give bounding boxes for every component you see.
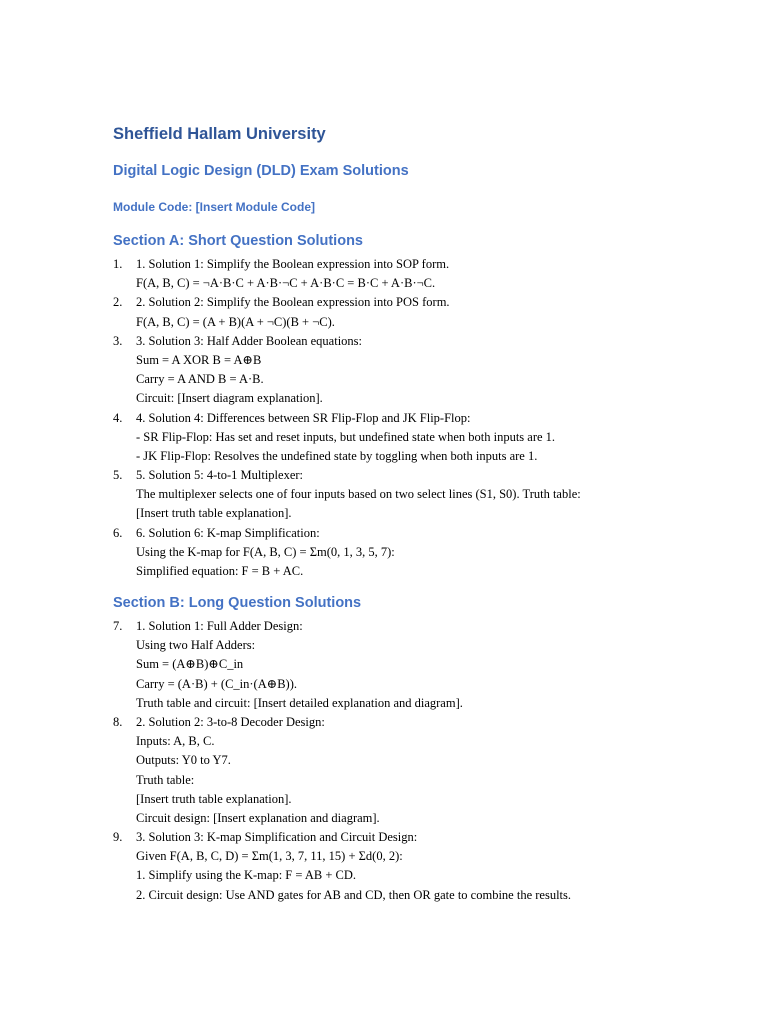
list-item-line: 5. Solution 5: 4-to-1 Multiplexer: [136, 468, 304, 483]
list-item-number: 2. [113, 295, 123, 310]
list-item [0, 524, 768, 582]
list-item-number: 3. [113, 333, 123, 348]
list-item [0, 617, 768, 713]
list-item-line: The multiplexer selects one of four inputs based on two select lines (S1, S0). Truth table: [136, 487, 581, 502]
list-item-line: 3. Solution 3: K-map Simplification and Circuit Design: [136, 830, 418, 845]
university-name: Sheffield Hallam University [113, 125, 326, 143]
list-item-line: 2. Circuit design: Use AND gates for AB and CD, then OR gate to combine the results. [136, 887, 572, 902]
list-item-line: F(A, B, C) = (A + B)(A + ¬C)(B + ¬C). [136, 314, 335, 329]
list-item-number: 5. [113, 468, 123, 483]
list-item-line: - SR Flip-Flop: Has set and reset inputs, but undefined state when both inputs are 1. [136, 429, 556, 444]
list-item-line: Using the K-map for F(A, B, C) = Σm(0, 1, 3, 5, 7): [136, 544, 395, 559]
section-a-heading: Section A: Short Question Solutions [113, 233, 363, 249]
list-item [0, 332, 768, 409]
list-item-number: 7. [113, 619, 123, 633]
list-item-line: 1. Solution 1: Full Adder Design: [136, 619, 303, 633]
list-item-line: 2. Solution 2: 3-to-8 Decoder Design: [136, 714, 325, 729]
list-item-line: Carry = (A·B) + (C_in·(A⊕B)). [136, 676, 297, 691]
list-item-number: 6. [113, 525, 123, 540]
section-b-heading: Section B: Long Question Solutions [113, 595, 362, 611]
list-item-line: Given F(A, B, C, D) = Σm(1, 3, 7, 11, 15) + Σd(0, 2): [136, 849, 403, 864]
list-item-line: [Insert truth table explanation]. [136, 791, 292, 806]
list-item-line: 6. Solution 6: K-map Simplification: [136, 525, 320, 540]
section-a-list [0, 255, 768, 581]
list-item [0, 293, 768, 331]
list-item-line: Using two Half Adders: [136, 638, 256, 653]
list-item-number: 4. [113, 410, 123, 425]
list-item [0, 255, 768, 293]
list-item-line: Sum = A XOR B = A⊕B [136, 352, 262, 367]
list-item [0, 409, 768, 467]
list-item-line: 3. Solution 3: Half Adder Boolean equations: [136, 333, 363, 348]
list-item-line: 2. Solution 2: Simplify the Boolean expression into POS form. [136, 295, 450, 310]
list-item-line: F(A, B, C) = ¬A·B·C + A·B·¬C + A·B·C = B·C + A·B·¬C. [136, 276, 436, 291]
list-item-line: Sum = (A⊕B)⊕C_in [136, 657, 244, 672]
list-item-line: 1. Solution 1: Simplify the Boolean expression into SOP form. [136, 257, 450, 271]
list-item-line: 1. Simplify using the K-map: F = AB + CD. [136, 868, 357, 883]
section-b-list [0, 617, 768, 905]
list-item-line: 4. Solution 4: Differences between SR Flip-Flop and JK Flip-Flop: [136, 410, 471, 425]
list-item [0, 828, 768, 905]
list-item-line: Truth table and circuit: [Insert detailed explanation and diagram]. [136, 695, 463, 710]
list-item-line: Circuit design: [Insert explanation and diagram]. [136, 810, 380, 825]
list-item-line: Circuit: [Insert diagram explanation]. [136, 391, 323, 406]
list-item-line: [Insert truth table explanation]. [136, 506, 292, 521]
list-item-line: Carry = A AND B = A·B. [136, 372, 264, 387]
list-item-line: Inputs: A, B, C. [136, 734, 215, 749]
list-item-number: 9. [113, 830, 123, 845]
list-item-number: 8. [113, 714, 123, 729]
list-item-number: 1. [113, 257, 123, 271]
list-item-line: Truth table: [136, 772, 195, 787]
list-item-line: Outputs: Y0 to Y7. [136, 753, 231, 768]
list-item [0, 466, 768, 524]
module-code: Module Code: [Insert Module Code] [113, 200, 315, 214]
list-item-line: - JK Flip-Flop: Resolves the undefined state by toggling when both inputs are 1. [136, 448, 538, 463]
list-item-line: Simplified equation: F = B + AC. [136, 564, 304, 578]
list-item [0, 713, 768, 828]
document-title: Digital Logic Design (DLD) Exam Solutions [113, 163, 409, 179]
